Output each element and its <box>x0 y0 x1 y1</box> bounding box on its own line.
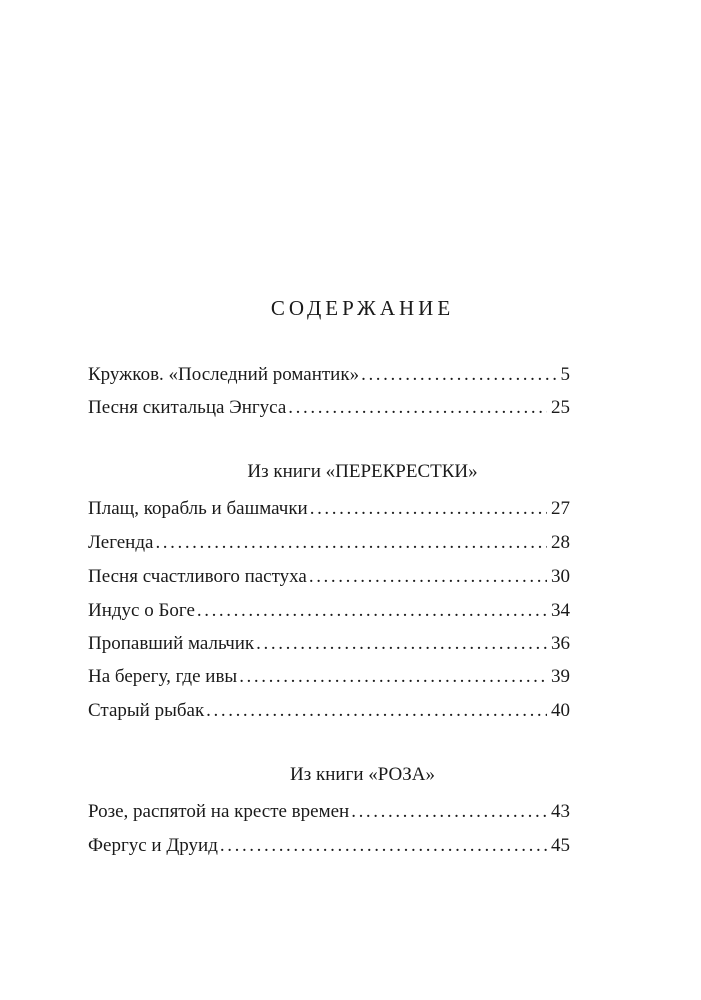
toc-entry-title: Фергус и Друид <box>88 835 218 856</box>
toc-page-number: 40 <box>551 700 570 721</box>
toc-page-number: 36 <box>551 633 570 654</box>
toc-entry-title: Песня скитальца Энгуса <box>88 397 287 418</box>
section-heading: Из книги «ПЕРЕКРЕСТКИ» <box>247 461 478 482</box>
toc-entry[interactable] <box>88 632 570 656</box>
dot-leader <box>361 363 556 387</box>
dot-leader <box>155 531 547 555</box>
dot-leader <box>220 834 547 858</box>
page-title: СОДЕРЖАНИЕ <box>270 296 455 320</box>
toc-page-number: 27 <box>551 498 570 519</box>
toc-entry-title: Пропавший мальчик <box>88 633 255 654</box>
toc-entry-title: Кружков. «Последний романтик» <box>88 364 360 385</box>
toc-entry-title: Индус о Боге <box>88 600 195 621</box>
toc-page-number: 43 <box>551 801 570 822</box>
toc-entry[interactable] <box>88 531 570 555</box>
toc-entry[interactable] <box>88 565 570 589</box>
toc-page-number: 25 <box>551 397 570 418</box>
toc-entry-title: Плащ, корабль и башмачки <box>88 498 308 519</box>
toc-entry[interactable] <box>88 699 570 723</box>
toc-entry-title: Песня счастливого пастуха <box>88 566 307 587</box>
toc-page-number: 5 <box>560 364 570 385</box>
toc-entry-title: Старый рыбак <box>88 700 205 721</box>
toc-page-number: 39 <box>551 666 570 687</box>
toc-entry[interactable] <box>88 497 570 521</box>
section-heading: Из книги «РОЗА» <box>289 764 435 785</box>
toc-entry[interactable] <box>88 363 570 387</box>
toc-entry[interactable] <box>88 834 570 858</box>
toc-page-number: 34 <box>551 600 570 621</box>
toc-entry[interactable] <box>88 599 570 623</box>
toc-page-number: 45 <box>551 835 570 856</box>
dot-leader <box>288 396 547 420</box>
toc-page-number: 28 <box>551 532 570 553</box>
toc-entry-title: Розе, распятой на кресте времен <box>88 801 350 822</box>
dot-leader <box>310 497 547 521</box>
toc-entry-title: На берегу, где ивы <box>88 666 238 687</box>
dot-leader <box>239 665 547 689</box>
dot-leader <box>256 632 547 656</box>
toc-page-number: 30 <box>551 566 570 587</box>
dot-leader <box>351 800 547 824</box>
dot-leader <box>206 699 547 723</box>
toc-entry-title: Легенда <box>88 532 154 553</box>
dot-leader <box>309 565 547 589</box>
toc-entry[interactable] <box>88 396 570 420</box>
dot-leader <box>197 599 547 623</box>
toc-entry[interactable] <box>88 665 570 689</box>
toc-entry[interactable] <box>88 800 570 824</box>
